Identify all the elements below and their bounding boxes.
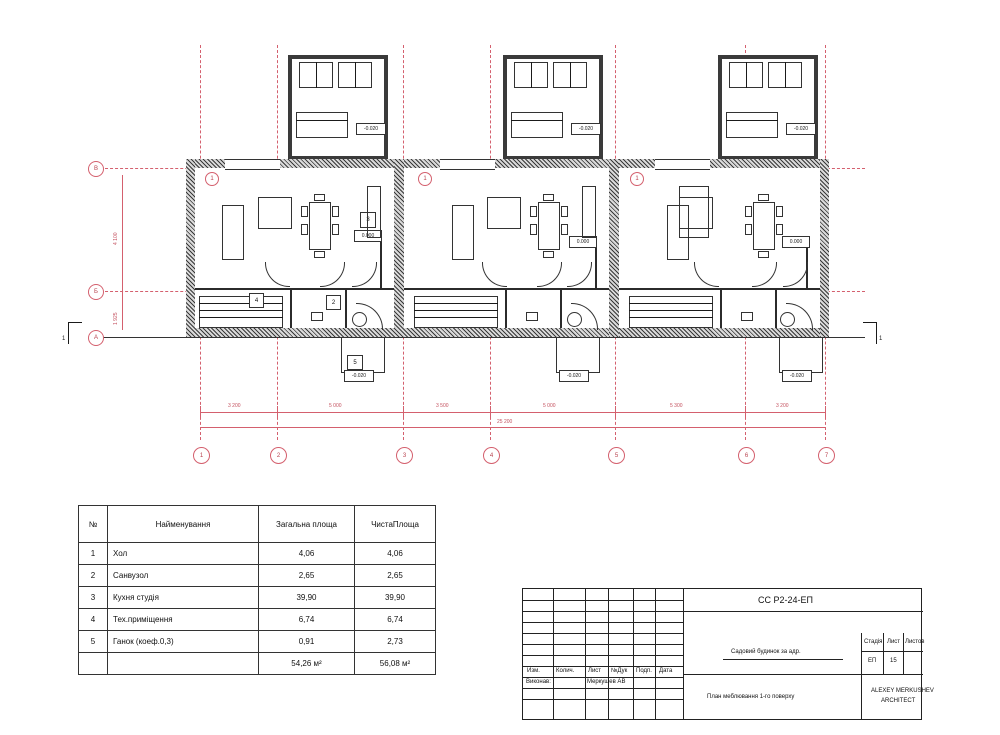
dim-tick-6 bbox=[745, 406, 746, 418]
wc-unit1 bbox=[311, 312, 323, 321]
chair-c-unit2 bbox=[561, 206, 568, 217]
cell-name: Хол bbox=[108, 543, 259, 565]
chair-b-unit3 bbox=[745, 224, 752, 235]
sheet-name: План меблювання 1-го поверху bbox=[707, 694, 795, 700]
terrace-sofa-unit3 bbox=[726, 112, 778, 138]
rev-header-kol: Колич. bbox=[556, 668, 575, 674]
th-net-area: ЧистаПлоща bbox=[355, 506, 436, 543]
rev-header-izm: Изм. bbox=[527, 668, 540, 674]
axis-bubble-A: А bbox=[88, 330, 104, 346]
entry-marker-unit3: 1 bbox=[630, 172, 644, 186]
rev-header-data: Дата bbox=[659, 668, 673, 674]
axis-bubble-1: 1 bbox=[193, 447, 210, 464]
chair-e-unit2 bbox=[543, 194, 554, 201]
firm-name-line2: ARCHITECT bbox=[881, 698, 916, 704]
terrace-window2-mullion-unit2 bbox=[570, 62, 571, 88]
kitchen-counter-unit3 bbox=[679, 186, 709, 238]
vdim-label-2: 1 925 bbox=[113, 312, 119, 325]
rev-row-3 bbox=[523, 622, 683, 623]
chair-e-unit3 bbox=[758, 194, 769, 201]
terrace-sofa-unit1 bbox=[296, 112, 348, 138]
tb-name-col-divider bbox=[861, 674, 862, 720]
dim-tick-5 bbox=[615, 406, 616, 418]
chair-b-unit1 bbox=[301, 224, 308, 235]
room-tag-2-unit1: 2 bbox=[326, 295, 341, 310]
stair-step-3-unit2 bbox=[414, 317, 498, 318]
tb-underline-object bbox=[723, 659, 843, 660]
stair-step-2-unit2 bbox=[414, 310, 498, 311]
cell-net: 56,08 м² bbox=[355, 653, 436, 675]
terrace-sofa-seat-unit1 bbox=[296, 120, 348, 121]
dim-chain-line bbox=[200, 412, 825, 413]
porch-level-unit3: -0.020 bbox=[782, 370, 812, 382]
stair-unit1 bbox=[199, 296, 283, 328]
cell-number: 4 bbox=[79, 609, 108, 631]
stage-label: Стадія bbox=[864, 639, 883, 645]
tb-stage-col2 bbox=[903, 633, 904, 674]
cell-name: Ганок (коеф.0,3) bbox=[108, 631, 259, 653]
armchair-unit1 bbox=[258, 197, 292, 229]
th-number: № bbox=[79, 506, 108, 543]
wc-unit3 bbox=[741, 312, 753, 321]
axis-bubble-V: В bbox=[88, 161, 104, 177]
dim-label-4: 5 000 bbox=[543, 403, 556, 409]
object-name: Садовий будинок за адр. bbox=[731, 649, 801, 655]
performer-label: Виконав: bbox=[526, 679, 551, 685]
stair-step-1-unit2 bbox=[414, 303, 498, 304]
sheet-label: Лист bbox=[887, 639, 901, 645]
dim-tick-2 bbox=[277, 406, 278, 418]
stage-value: ЕП bbox=[868, 658, 877, 664]
rev-row-7 bbox=[523, 666, 683, 667]
chair-a-unit2 bbox=[530, 206, 537, 217]
stair-step-2-unit3 bbox=[629, 310, 713, 311]
rev-col-6 bbox=[683, 589, 684, 720]
dim-tick-1 bbox=[200, 406, 201, 418]
room-tag-5-unit1: 5 bbox=[347, 355, 363, 370]
overall-dim-label: 25 200 bbox=[497, 419, 513, 425]
stair-step-3-unit3 bbox=[629, 317, 713, 318]
porch-unit1 bbox=[341, 337, 385, 373]
chair-c-unit3 bbox=[776, 206, 783, 217]
porch-level-unit2: -0.020 bbox=[559, 370, 589, 382]
tb-stage-col1 bbox=[883, 633, 884, 674]
cell-name: Санвузол bbox=[108, 565, 259, 587]
rev-row-5 bbox=[523, 644, 683, 645]
chair-d-unit2 bbox=[561, 224, 568, 235]
cell-net: 2,73 bbox=[355, 631, 436, 653]
section-mark-left-label: 1 bbox=[62, 336, 66, 342]
tb-right-top-divider bbox=[683, 611, 923, 612]
table-header-row bbox=[79, 506, 436, 543]
sofa-unit2 bbox=[452, 205, 474, 260]
axis-bubble-3: 3 bbox=[396, 447, 413, 464]
dim-tick-7 bbox=[825, 406, 826, 418]
partition-v2-unit3 bbox=[775, 290, 777, 328]
sofa-unit1 bbox=[222, 205, 244, 260]
terrace-sofa-unit2 bbox=[511, 112, 563, 138]
partition-v3-unit1 bbox=[380, 240, 382, 288]
table-row bbox=[79, 631, 436, 653]
table-row bbox=[79, 543, 436, 565]
terrace-window2-mullion-unit1 bbox=[355, 62, 356, 88]
dim-tick-4 bbox=[490, 406, 491, 418]
cell-name: Тех.приміщення bbox=[108, 609, 259, 631]
axis-bubble-5: 5 bbox=[608, 447, 625, 464]
axis-bubble-2: 2 bbox=[270, 447, 287, 464]
chair-a-unit1 bbox=[301, 206, 308, 217]
building-wall-top bbox=[186, 159, 829, 168]
cell-name: Кухня студія bbox=[108, 587, 259, 609]
cell-name bbox=[108, 653, 259, 675]
rev-header-list: Лист bbox=[588, 668, 602, 674]
chair-c-unit1 bbox=[332, 206, 339, 217]
axis-bubble-B: Б bbox=[88, 284, 104, 300]
porch-level-unit1: -0.020 bbox=[344, 370, 374, 382]
cell-number: 5 bbox=[79, 631, 108, 653]
armchair-unit2 bbox=[487, 197, 521, 229]
sheet-value: 15 bbox=[890, 658, 897, 664]
dining-table-unit3 bbox=[753, 202, 775, 250]
party-wall-1 bbox=[394, 159, 404, 337]
party-wall-2 bbox=[609, 159, 619, 337]
cell-net: 2,65 bbox=[355, 565, 436, 587]
chair-d-unit3 bbox=[776, 224, 783, 235]
stair-step-1-unit3 bbox=[629, 303, 713, 304]
cell-net: 39,90 bbox=[355, 587, 436, 609]
stair-unit2 bbox=[414, 296, 498, 328]
firm-name-line1: ALEXEY MERKUSHEV bbox=[871, 688, 934, 694]
table-total-row bbox=[79, 653, 436, 675]
axis-bubble-4: 4 bbox=[483, 447, 500, 464]
wc-unit2 bbox=[526, 312, 538, 321]
sheets-label: Листов bbox=[905, 639, 925, 645]
room-schedule-table bbox=[78, 505, 436, 675]
overall-dim-line bbox=[200, 427, 825, 428]
level-mark-unit1: 0.000 bbox=[354, 230, 382, 242]
cell-total: 6,74 bbox=[259, 609, 355, 631]
th-name: Найменування bbox=[108, 506, 259, 543]
level-mark-unit3: 0.000 bbox=[782, 236, 810, 248]
tb-stage-row bbox=[861, 651, 923, 652]
cell-total: 4,06 bbox=[259, 543, 355, 565]
partition-v1-unit2 bbox=[505, 290, 507, 328]
chair-e-unit1 bbox=[314, 194, 325, 201]
tb-right-col-divider bbox=[861, 633, 862, 674]
building-interior-fill bbox=[195, 168, 820, 328]
building-wall-right bbox=[820, 159, 829, 337]
table-row bbox=[79, 565, 436, 587]
chair-f-unit1 bbox=[314, 251, 325, 258]
cell-total: 39,90 bbox=[259, 587, 355, 609]
rev-row-8 bbox=[523, 677, 683, 678]
terrace-window2-mullion-unit3 bbox=[785, 62, 786, 88]
cell-number: 2 bbox=[79, 565, 108, 587]
terrace-window-mullion-unit2 bbox=[531, 62, 532, 88]
kitchen-counter-unit1 bbox=[367, 186, 381, 238]
terrace-window-mullion-unit3 bbox=[746, 62, 747, 88]
vdim-label-1: 4 100 bbox=[113, 232, 119, 245]
cell-net: 6,74 bbox=[355, 609, 436, 631]
porch-unit2 bbox=[556, 337, 600, 373]
section-mark-left-line bbox=[68, 322, 69, 344]
partition-v1-unit3 bbox=[720, 290, 722, 328]
entry-marker-unit1: 1 bbox=[205, 172, 219, 186]
chair-d-unit1 bbox=[332, 224, 339, 235]
cell-total: 54,26 м² bbox=[259, 653, 355, 675]
tb-right-mid-divider bbox=[683, 674, 923, 675]
rev-row-4 bbox=[523, 633, 683, 634]
rev-row-2 bbox=[523, 611, 683, 612]
room-tag-4-unit1: 4 bbox=[249, 293, 264, 308]
drawing-code: CC P2-24-ЕП bbox=[758, 595, 813, 605]
rev-row-6 bbox=[523, 655, 683, 656]
section-mark-right-label: 1 bbox=[879, 336, 883, 342]
cell-number: 3 bbox=[79, 587, 108, 609]
terrace-level-unit2: -0.020 bbox=[571, 123, 601, 135]
window-top-unit2 bbox=[440, 159, 495, 170]
dim-label-3: 3 500 bbox=[436, 403, 449, 409]
rev-row-10 bbox=[523, 699, 683, 700]
dining-table-unit1 bbox=[309, 202, 331, 250]
chair-f-unit3 bbox=[758, 251, 769, 258]
th-total-area: Загальна площа bbox=[259, 506, 355, 543]
level-mark-unit2: 0.000 bbox=[569, 236, 597, 248]
partition-v2-unit2 bbox=[560, 290, 562, 328]
stair-step-2-unit1 bbox=[199, 310, 283, 311]
partition-v1-unit1 bbox=[290, 290, 292, 328]
cell-net: 4,06 bbox=[355, 543, 436, 565]
terrace-sofa-seat-unit3 bbox=[726, 120, 778, 121]
entry-marker-unit2: 1 bbox=[418, 172, 432, 186]
chair-b-unit2 bbox=[530, 224, 537, 235]
dim-label-5: 5 300 bbox=[670, 403, 683, 409]
rev-header-ndok: №Дук bbox=[611, 668, 628, 674]
rev-row-1 bbox=[523, 600, 683, 601]
dim-label-1: 3 200 bbox=[228, 403, 241, 409]
performer-value: Меркушев АВ bbox=[587, 679, 626, 685]
stair-unit3 bbox=[629, 296, 713, 328]
cell-total: 0,91 bbox=[259, 631, 355, 653]
chair-f-unit2 bbox=[543, 251, 554, 258]
stair-step-3-unit1 bbox=[199, 317, 283, 318]
title-block bbox=[522, 588, 934, 720]
cell-number bbox=[79, 653, 108, 675]
rev-header-podp: Подп. bbox=[636, 668, 652, 674]
window-top-unit1 bbox=[225, 159, 280, 170]
cell-total: 2,65 bbox=[259, 565, 355, 587]
section-mark-right-line bbox=[876, 322, 877, 344]
axis-bubble-7: 7 bbox=[818, 447, 835, 464]
building-wall-bottom bbox=[186, 328, 829, 337]
porch-unit3 bbox=[779, 337, 823, 373]
section-mark-right-arrow bbox=[863, 322, 877, 323]
dining-table-unit2 bbox=[538, 202, 560, 250]
partition-v2-unit1 bbox=[345, 290, 347, 328]
vdim-line bbox=[122, 175, 123, 330]
dim-label-2: 5 000 bbox=[329, 403, 342, 409]
dim-label-6: 3 200 bbox=[776, 403, 789, 409]
terrace-sofa-seat-unit2 bbox=[511, 120, 563, 121]
terrace-window-mullion-unit1 bbox=[316, 62, 317, 88]
terrace-level-unit1: -0.020 bbox=[356, 123, 386, 135]
kitchen-counter-unit2 bbox=[582, 186, 596, 238]
room-tag-3-unit1: 3 bbox=[360, 212, 376, 228]
dim-tick-3 bbox=[403, 406, 404, 418]
table-row bbox=[79, 609, 436, 631]
partition-unit1 bbox=[195, 288, 394, 290]
cell-number: 1 bbox=[79, 543, 108, 565]
stair-step-1-unit1 bbox=[199, 303, 283, 304]
section-mark-left-arrow bbox=[68, 322, 82, 323]
table-row bbox=[79, 587, 436, 609]
rev-row-9 bbox=[523, 688, 683, 689]
axis-bubble-6: 6 bbox=[738, 447, 755, 464]
chair-a-unit3 bbox=[745, 206, 752, 217]
building-wall-left bbox=[186, 159, 195, 337]
terrace-level-unit3: -0.020 bbox=[786, 123, 816, 135]
window-top-unit3 bbox=[655, 159, 710, 170]
axis-line-A bbox=[95, 337, 865, 338]
